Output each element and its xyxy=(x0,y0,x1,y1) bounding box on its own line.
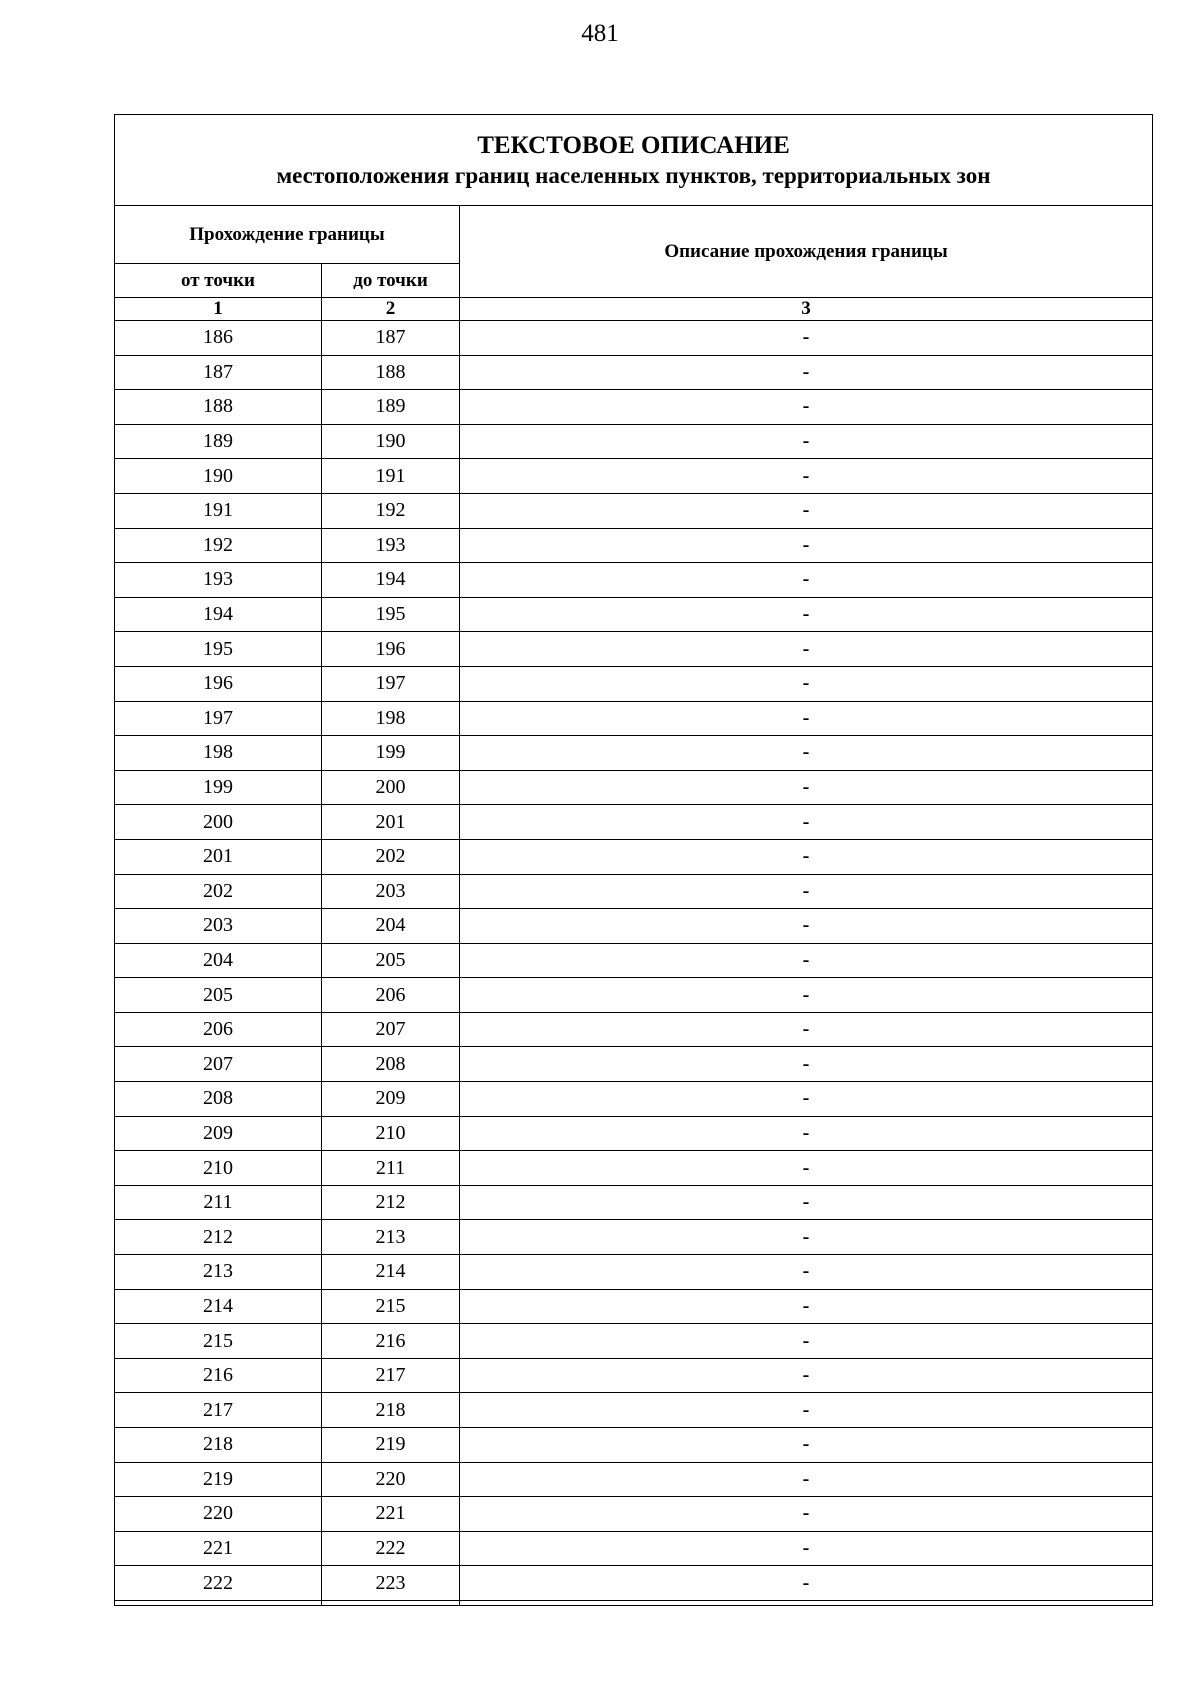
table-row xyxy=(115,1393,1153,1428)
to-point-cell: 210 xyxy=(322,1116,460,1151)
column-number-row xyxy=(115,298,1153,321)
description-cell: - xyxy=(460,1428,1153,1463)
to-point-header: до точки xyxy=(322,264,460,298)
from-point-cell: 201 xyxy=(115,839,322,874)
from-point-cell: 209 xyxy=(115,1116,322,1151)
description-cell: - xyxy=(460,1393,1153,1428)
table-row xyxy=(115,805,1153,840)
to-point-cell: 219 xyxy=(322,1428,460,1463)
to-point-cell: 211 xyxy=(322,1151,460,1186)
description-cell: - xyxy=(460,1082,1153,1117)
bottom-strip-cell xyxy=(115,1600,322,1605)
to-point-cell: 193 xyxy=(322,528,460,563)
description-cell: - xyxy=(460,390,1153,425)
to-point-cell: 196 xyxy=(322,632,460,667)
from-point-cell: 206 xyxy=(115,1012,322,1047)
to-point-cell: 190 xyxy=(322,424,460,459)
description-cell: - xyxy=(460,1462,1153,1497)
from-point-cell: 198 xyxy=(115,736,322,771)
from-point-cell: 187 xyxy=(115,355,322,390)
to-point-cell: 206 xyxy=(322,978,460,1013)
from-point-cell: 192 xyxy=(115,528,322,563)
table-row xyxy=(115,943,1153,978)
to-point-cell: 200 xyxy=(322,770,460,805)
table-row xyxy=(115,770,1153,805)
description-cell: - xyxy=(460,355,1153,390)
from-point-cell: 222 xyxy=(115,1566,322,1601)
from-point-cell: 190 xyxy=(115,459,322,494)
table-row xyxy=(115,390,1153,425)
from-point-cell: 204 xyxy=(115,943,322,978)
column-number: 2 xyxy=(322,298,460,321)
to-point-cell: 218 xyxy=(322,1393,460,1428)
table-row xyxy=(115,1185,1153,1220)
from-point-cell: 199 xyxy=(115,770,322,805)
description-cell: - xyxy=(460,805,1153,840)
description-cell: - xyxy=(460,943,1153,978)
to-point-cell: 202 xyxy=(322,839,460,874)
from-point-cell: 186 xyxy=(115,321,322,356)
description-cell: - xyxy=(460,563,1153,598)
table-row xyxy=(115,632,1153,667)
table-row xyxy=(115,666,1153,701)
group-header: Прохождение границы xyxy=(115,206,460,264)
to-point-cell: 208 xyxy=(322,1047,460,1082)
table-row xyxy=(115,459,1153,494)
to-point-cell: 217 xyxy=(322,1358,460,1393)
description-cell: - xyxy=(460,424,1153,459)
from-point-cell: 215 xyxy=(115,1324,322,1359)
description-cell: - xyxy=(460,770,1153,805)
description-cell: - xyxy=(460,528,1153,563)
from-point-cell: 213 xyxy=(115,1255,322,1290)
to-point-cell: 214 xyxy=(322,1255,460,1290)
table-row xyxy=(115,1116,1153,1151)
table-row xyxy=(115,1566,1153,1601)
from-point-cell: 221 xyxy=(115,1531,322,1566)
from-point-cell: 208 xyxy=(115,1082,322,1117)
to-point-cell: 223 xyxy=(322,1566,460,1601)
description-cell: - xyxy=(460,1012,1153,1047)
to-point-cell: 213 xyxy=(322,1220,460,1255)
table-title: ТЕКСТОВОЕ ОПИСАНИЕ xyxy=(477,132,790,159)
table-row xyxy=(115,424,1153,459)
table-row xyxy=(115,1358,1153,1393)
to-point-cell: 192 xyxy=(322,493,460,528)
description-cell: - xyxy=(460,597,1153,632)
table-row xyxy=(115,909,1153,944)
bottom-strip-cell xyxy=(460,1600,1153,1605)
description-cell: - xyxy=(460,1358,1153,1393)
table-row xyxy=(115,1220,1153,1255)
to-point-cell: 195 xyxy=(322,597,460,632)
from-point-cell: 218 xyxy=(115,1428,322,1463)
table-row xyxy=(115,1012,1153,1047)
to-point-cell: 188 xyxy=(322,355,460,390)
to-point-cell: 215 xyxy=(322,1289,460,1324)
from-point-cell: 220 xyxy=(115,1497,322,1532)
to-point-cell: 216 xyxy=(322,1324,460,1359)
page-number: 481 xyxy=(581,20,619,47)
table-row xyxy=(115,1324,1153,1359)
bottom-strip-cell xyxy=(322,1600,460,1605)
to-point-cell: 191 xyxy=(322,459,460,494)
table-row xyxy=(115,1289,1153,1324)
from-point-cell: 205 xyxy=(115,978,322,1013)
table-row xyxy=(115,597,1153,632)
description-cell: - xyxy=(460,874,1153,909)
table-body xyxy=(115,115,1153,1606)
description-cell: - xyxy=(460,1324,1153,1359)
from-point-cell: 216 xyxy=(115,1358,322,1393)
from-point-cell: 197 xyxy=(115,701,322,736)
description-cell: - xyxy=(460,839,1153,874)
table-row xyxy=(115,839,1153,874)
table-title-cell xyxy=(115,115,1153,206)
from-point-cell: 188 xyxy=(115,390,322,425)
to-point-cell: 203 xyxy=(322,874,460,909)
description-cell: - xyxy=(460,632,1153,667)
to-point-cell: 201 xyxy=(322,805,460,840)
description-cell: - xyxy=(460,1185,1153,1220)
from-point-cell: 214 xyxy=(115,1289,322,1324)
description-cell: - xyxy=(460,1255,1153,1290)
from-point-cell: 219 xyxy=(115,1462,322,1497)
from-point-cell: 217 xyxy=(115,1393,322,1428)
description-header: Описание прохождения границы xyxy=(460,206,1153,298)
from-point-cell: 200 xyxy=(115,805,322,840)
table-row xyxy=(115,1531,1153,1566)
to-point-cell: 189 xyxy=(322,390,460,425)
from-point-cell: 207 xyxy=(115,1047,322,1082)
to-point-cell: 194 xyxy=(322,563,460,598)
to-point-cell: 198 xyxy=(322,701,460,736)
description-cell: - xyxy=(460,1151,1153,1186)
table-row xyxy=(115,493,1153,528)
to-point-cell: 221 xyxy=(322,1497,460,1532)
from-point-cell: 211 xyxy=(115,1185,322,1220)
table-row xyxy=(115,1428,1153,1463)
table-row xyxy=(115,1462,1153,1497)
table-row xyxy=(115,874,1153,909)
description-cell: - xyxy=(460,978,1153,1013)
description-cell: - xyxy=(460,1289,1153,1324)
from-point-cell: 212 xyxy=(115,1220,322,1255)
description-cell: - xyxy=(460,736,1153,771)
description-cell: - xyxy=(460,1116,1153,1151)
table-row xyxy=(115,1151,1153,1186)
to-point-cell: 205 xyxy=(322,943,460,978)
description-cell: - xyxy=(460,909,1153,944)
from-point-cell: 210 xyxy=(115,1151,322,1186)
description-cell: - xyxy=(460,701,1153,736)
description-cell: - xyxy=(460,1220,1153,1255)
description-cell: - xyxy=(460,1047,1153,1082)
table-row xyxy=(115,1255,1153,1290)
table-row xyxy=(115,1082,1153,1117)
column-number: 1 xyxy=(115,298,322,321)
from-point-cell: 194 xyxy=(115,597,322,632)
title-row xyxy=(115,115,1153,206)
description-cell: - xyxy=(460,493,1153,528)
to-point-cell: 187 xyxy=(322,321,460,356)
table-row xyxy=(115,528,1153,563)
from-point-cell: 193 xyxy=(115,563,322,598)
to-point-cell: 220 xyxy=(322,1462,460,1497)
description-cell: - xyxy=(460,1566,1153,1601)
table-row xyxy=(115,978,1153,1013)
to-point-cell: 222 xyxy=(322,1531,460,1566)
header-row-1 xyxy=(115,206,1153,264)
description-cell: - xyxy=(460,459,1153,494)
to-point-cell: 199 xyxy=(322,736,460,771)
description-cell: - xyxy=(460,666,1153,701)
column-number: 3 xyxy=(460,298,1153,321)
from-point-cell: 191 xyxy=(115,493,322,528)
to-point-cell: 197 xyxy=(322,666,460,701)
from-point-cell: 195 xyxy=(115,632,322,667)
table-row xyxy=(115,1497,1153,1532)
table-bottom-strip xyxy=(115,1600,1153,1605)
description-cell: - xyxy=(460,1497,1153,1532)
from-point-cell: 196 xyxy=(115,666,322,701)
to-point-cell: 207 xyxy=(322,1012,460,1047)
table-row xyxy=(115,1047,1153,1082)
table-row xyxy=(115,563,1153,598)
to-point-cell: 212 xyxy=(322,1185,460,1220)
table-row xyxy=(115,355,1153,390)
from-point-cell: 202 xyxy=(115,874,322,909)
from-point-header: от точки xyxy=(115,264,322,298)
description-cell: - xyxy=(460,1531,1153,1566)
boundary-description-table xyxy=(114,114,1153,1606)
from-point-cell: 203 xyxy=(115,909,322,944)
table-row xyxy=(115,701,1153,736)
to-point-cell: 209 xyxy=(322,1082,460,1117)
table-subtitle: местоположения границ населенных пунктов, территориальных зон xyxy=(276,163,991,188)
from-point-cell: 189 xyxy=(115,424,322,459)
table-row xyxy=(115,321,1153,356)
table-row xyxy=(115,736,1153,771)
to-point-cell: 204 xyxy=(322,909,460,944)
description-cell: - xyxy=(460,321,1153,356)
